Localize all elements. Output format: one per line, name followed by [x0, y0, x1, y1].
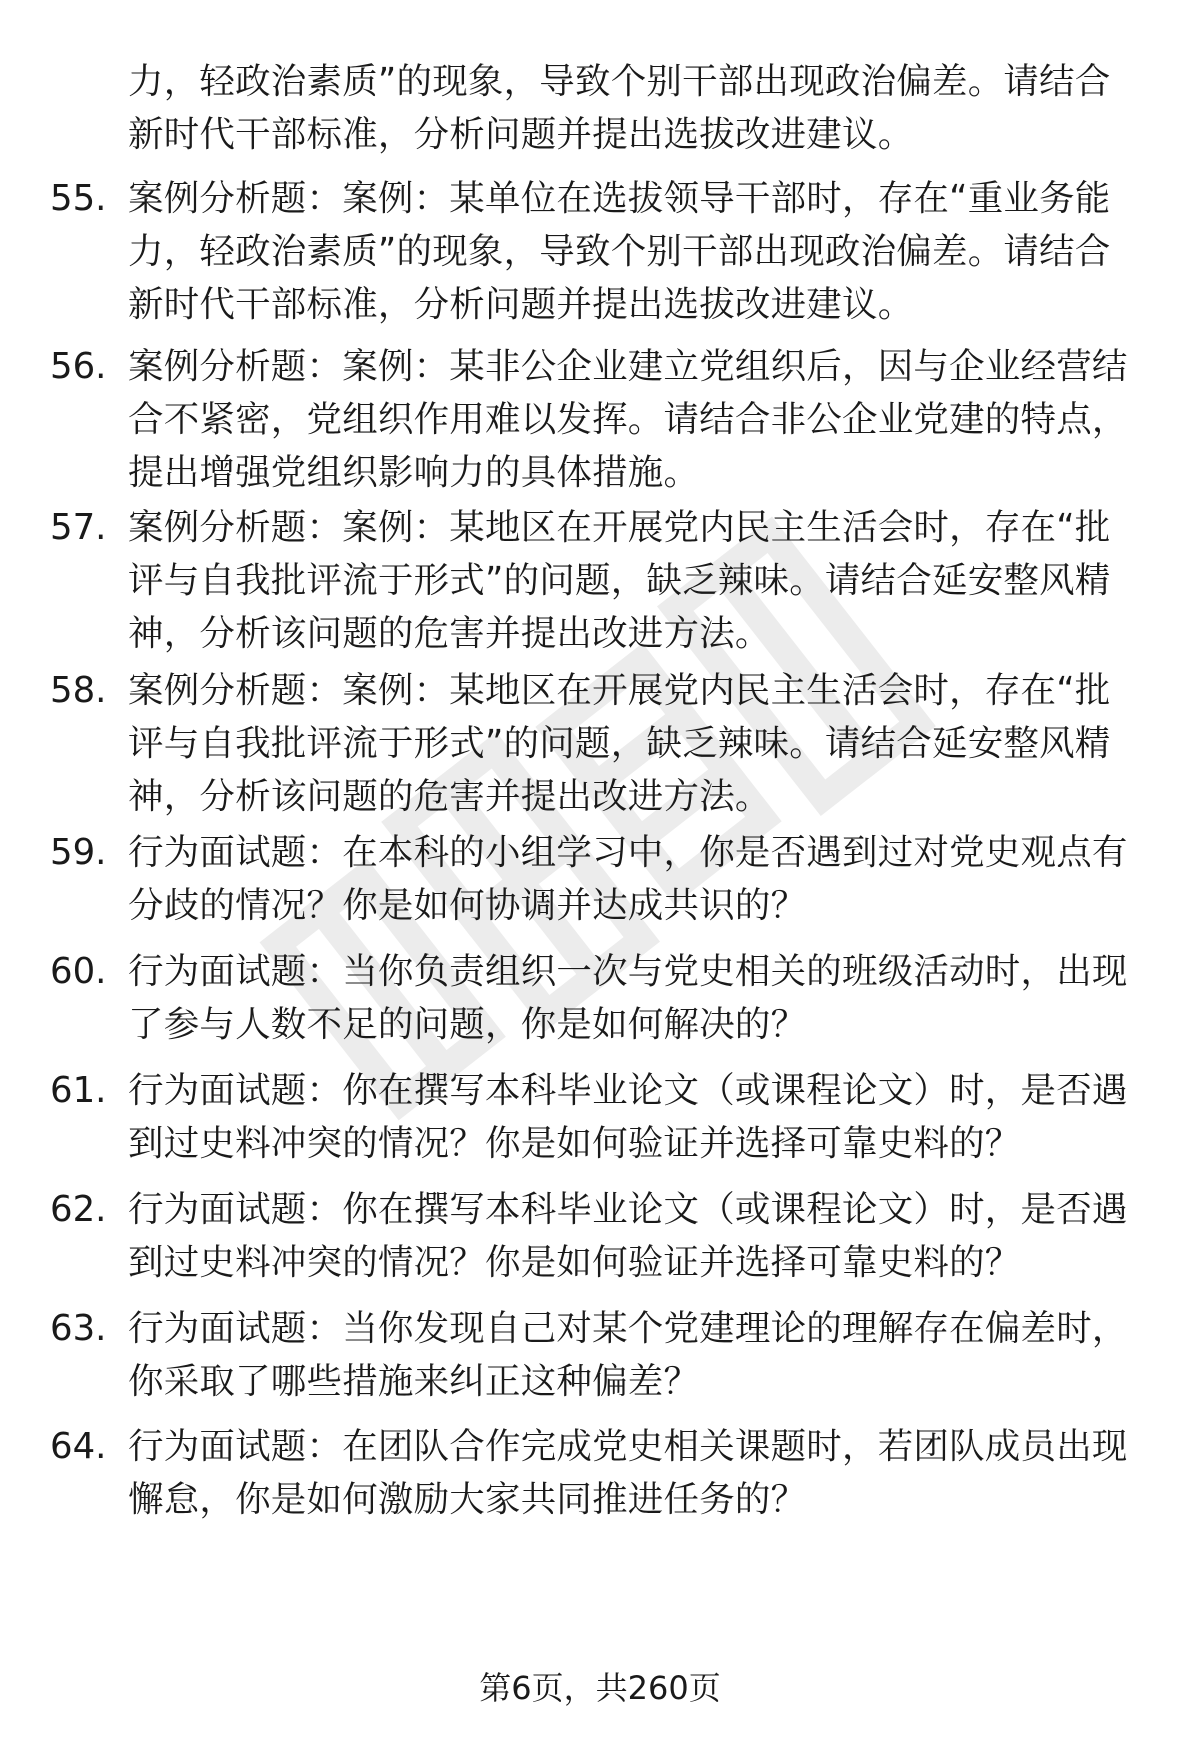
question-text: 行为面试题：当你发现自己对某个党建理论的理解存在偏差时，你采取了哪些措施来纠正这种偏差？	[128, 1308, 1128, 1402]
question-text: 案例分析题：案例：某单位在选拔领导干部时，存在“重业务能力，轻政治素质”的现象，导致个别干部出现政治偏差。请结合新时代干部标准，分析问题并提出选拔改进建议。	[128, 178, 1111, 325]
question-number: 58.	[50, 670, 107, 711]
question-text: 行为面试题：在团队合作完成党史相关课题时，若团队成员出现懈怠，你是如何激励大家共同推进任务的？	[128, 1426, 1128, 1520]
continuation-text: 力，轻政治素质”的现象，导致个别干部出现政治偏差。请结合新时代干部标准，分析问题并提出选拔改进建议。	[128, 61, 1111, 155]
question-number: 56.	[50, 346, 107, 387]
question-text: 案例分析题：案例：某地区在开展党内民主生活会时，存在“批评与自我批评流于形式”的问题，缺乏辣味。请结合延安整风精神，分析该问题的危害并提出改进方法。	[128, 507, 1111, 654]
question-number: 57.	[50, 507, 107, 548]
question-text: 行为面试题：你在撰写本科毕业论文（或课程论文）时，是否遇到过史料冲突的情况？你是如何验证并选择可靠史料的？	[128, 1070, 1128, 1164]
question-text: 行为面试题：你在撰写本科毕业论文（或课程论文）时，是否遇到过史料冲突的情况？你是如何验证并选择可靠史料的？	[128, 1189, 1128, 1283]
question-text: 行为面试题：在本科的小组学习中，你是否遇到过对党史观点有分歧的情况？你是如何协调并达成共识的？	[128, 832, 1128, 926]
page-indicator: 第6页，共260页	[479, 1669, 721, 1707]
question-number: 62.	[50, 1189, 107, 1230]
question-text: 行为面试题：当你负责组织一次与党史相关的班级活动时，出现了参与人数不足的问题，你是如何解决的？	[128, 951, 1128, 1045]
question-number: 55.	[50, 178, 107, 219]
question-number: 63.	[50, 1308, 107, 1349]
question-text: 案例分析题：案例：某非公企业建立党组织后，因与企业经营结合不紧密，党组织作用难以发挥。请结合非公企业党建的特点，提出增强党组织影响力的具体措施。	[128, 346, 1128, 493]
question-number: 59.	[50, 832, 107, 873]
question-number: 61.	[50, 1070, 107, 1111]
question-number: 60.	[50, 951, 107, 992]
question-number: 64.	[50, 1426, 107, 1467]
question-text: 案例分析题：案例：某地区在开展党内民主生活会时，存在“批评与自我批评流于形式”的问题，缺乏辣味。请结合延安整风精神，分析该问题的危害并提出改进方法。	[128, 670, 1111, 817]
